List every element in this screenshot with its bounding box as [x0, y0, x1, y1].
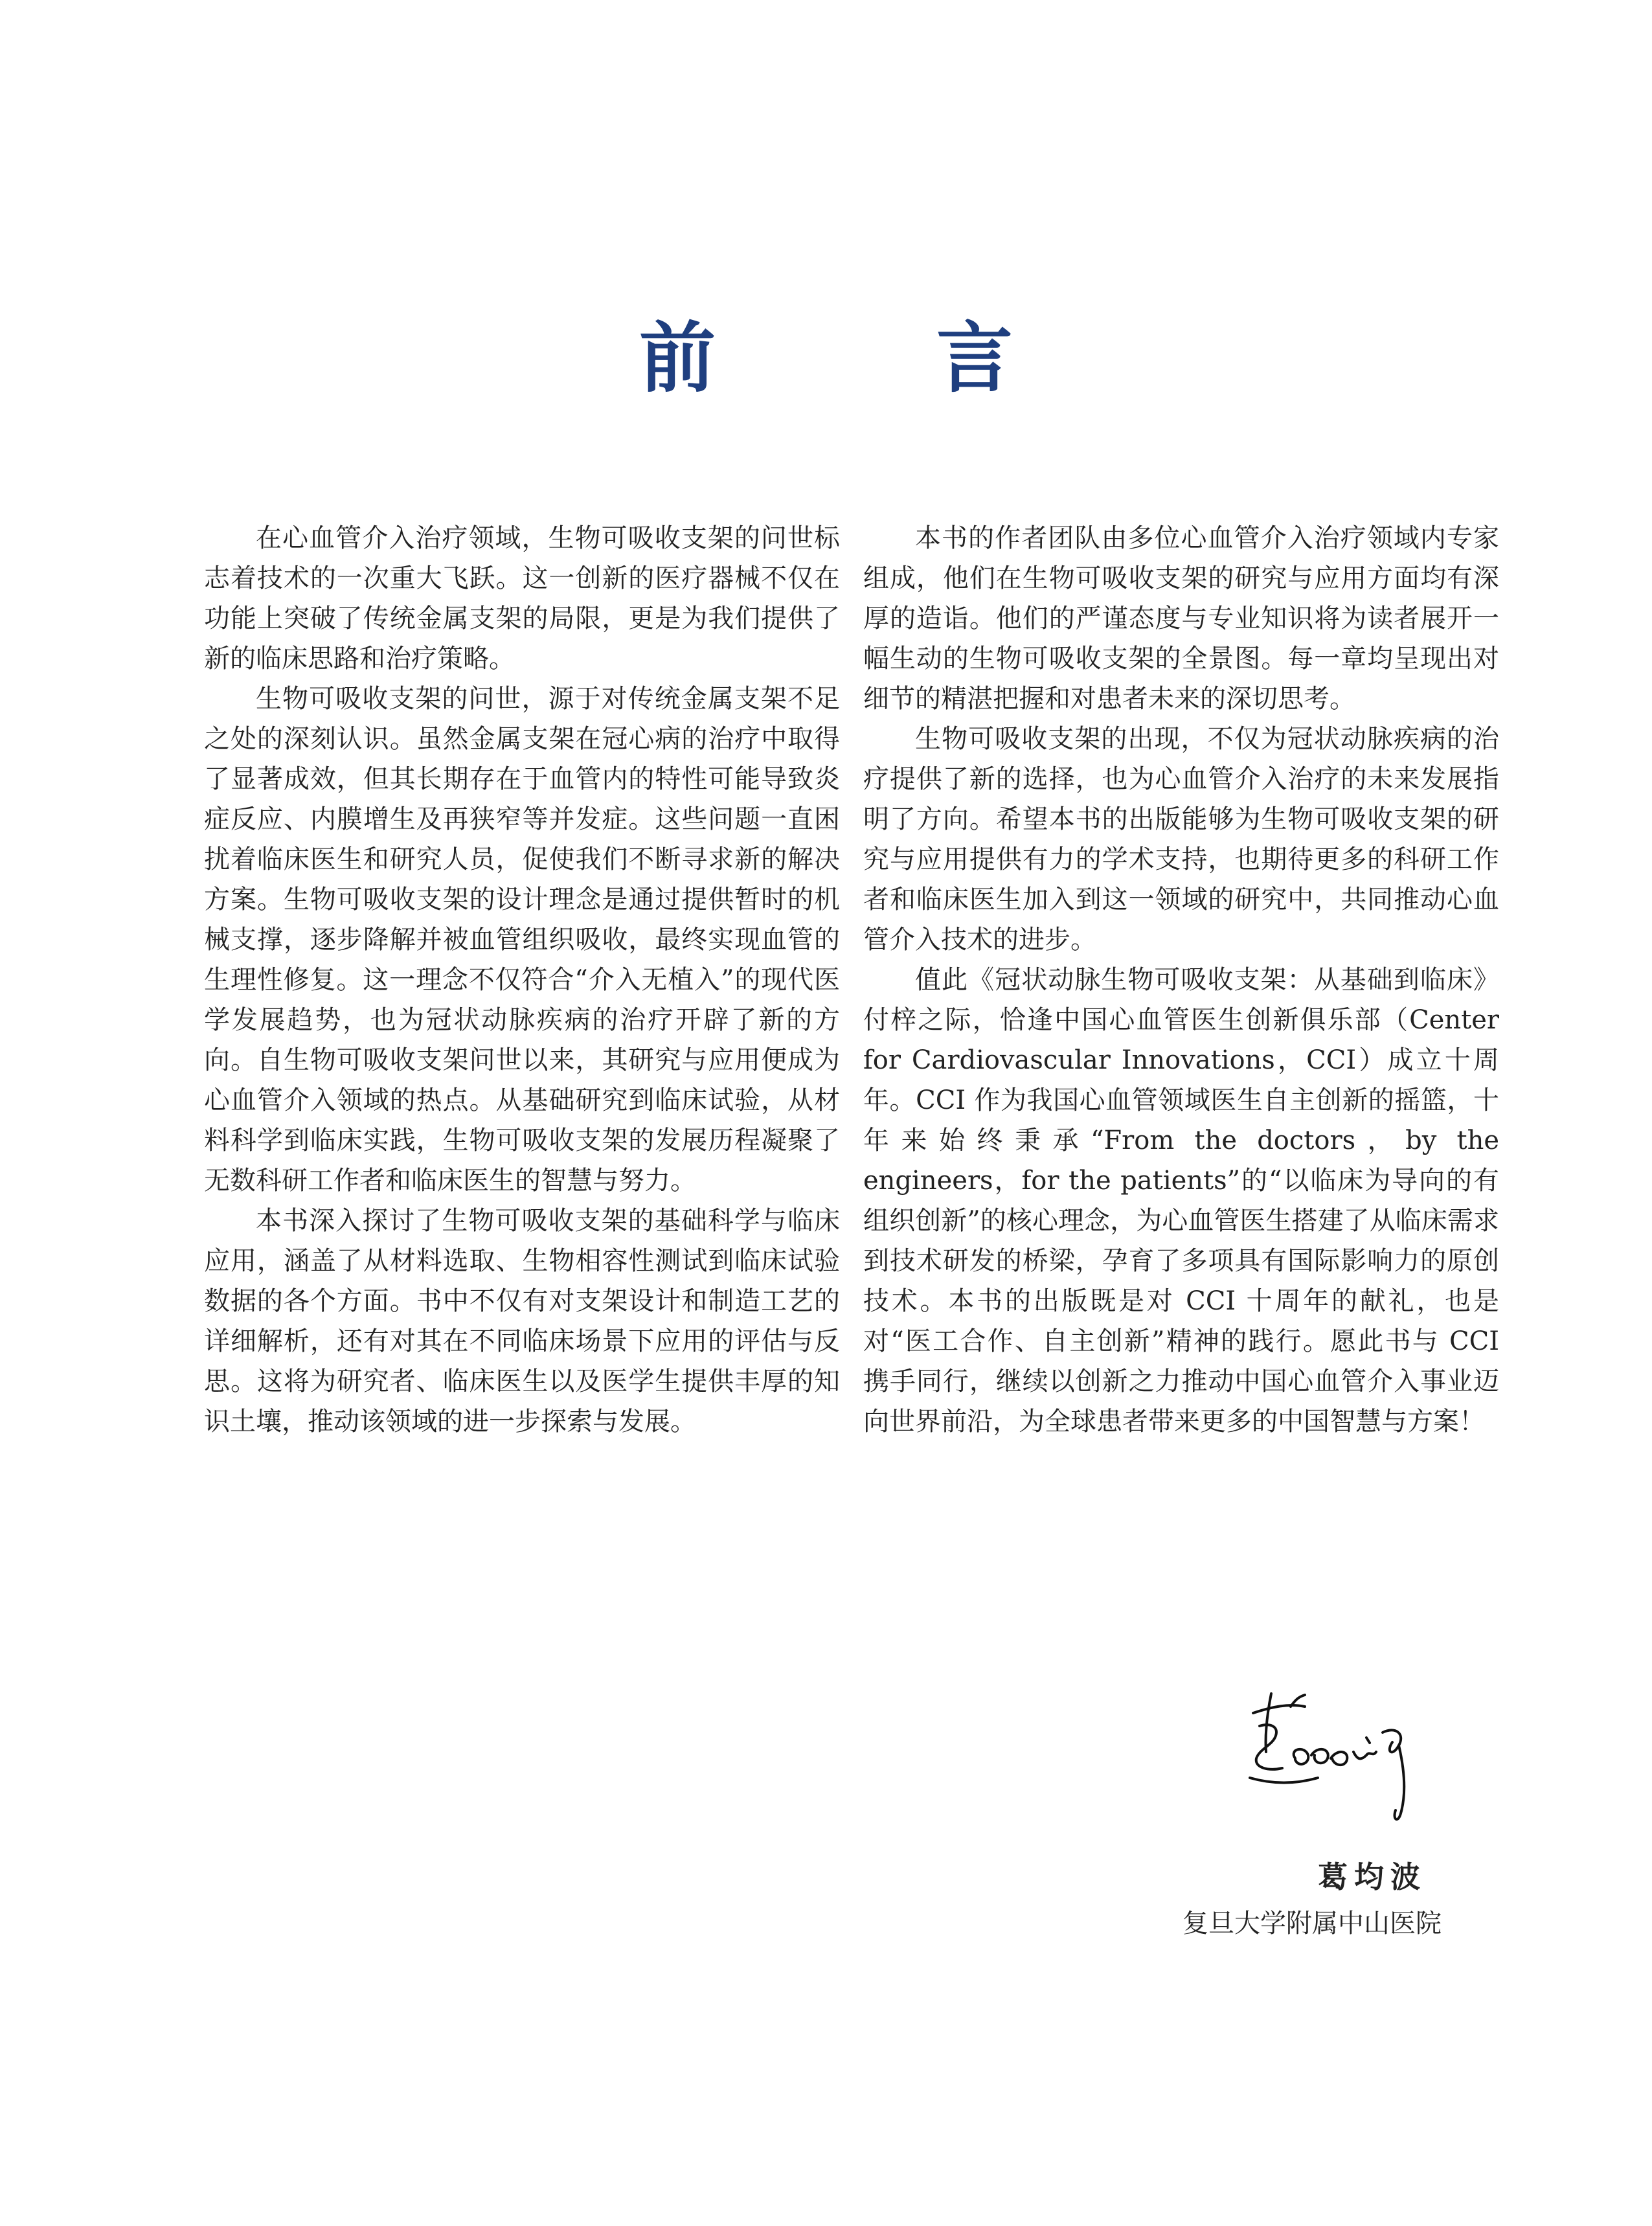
left-column [204, 518, 840, 1442]
paragraph: 值此《冠状动脉生物可吸收支架：从基础到临床》付梓之际，恰逢中国心血管医生创新俱乐部（Center for Cardiovascular Innovations，CCI）成立十周年。CCI 作为我国心血管领域医生自主创新的摇篮，十年来始终秉承“From the doctors，by the engineers，for the patients”的“以临床为导向的有组织创新”的核心理念，为心血管医生搭建了从临床需求到技术研发的桥梁，孕育了多项具有国际影响力的原创技术。本书的出版既是对 CCI 十周年的献礼，也是对“医工合作、自主创新”精神的践行。愿此书与 CCI 携手同行，继续以创新之力推动中国心血管介入事业迈向世界前沿，为全球患者带来更多的中国智慧与方案！ [863, 965, 1499, 1437]
right-column [863, 518, 1499, 1442]
page-title: 前 言 [639, 313, 1111, 403]
paragraph: 本书深入探讨了生物可吸收支架的基础科学与临床应用，涵盖了从材料选取、生物相容性测试到临床试验数据的各个方面。书中不仅有对支架设计和制造工艺的详细解析，还有对其在不同临床场景下应用的评估与反思。这将为研究者、临床医生以及医学生提供丰厚的知识土壤，推动该领域的进一步探索与发展。 [204, 1206, 840, 1437]
handwritten-signature [1234, 1687, 1441, 1836]
paragraph: 生物可吸收支架的出现，不仅为冠状动脉疾病的治疗提供了新的选择，也为心血管介入治疗的未来发展指明了方向。希望本书的出版能够为生物可吸收支架的研究与应用提供有力的学术支持，也期待更多的科研工作者和临床医生加入到这一领域的研究中，共同推动心血管介入技术的进步。 [863, 724, 1499, 955]
author-affiliation: 复旦大学附属中山医院 [1182, 1909, 1442, 1938]
paragraph: 本书的作者团队由多位心血管介入治疗领域内专家组成，他们在生物可吸收支架的研究与应用方面均有深厚的造诣。他们的严谨态度与专业知识将为读者展开一幅生动的生物可吸收支架的全景图。每一章均呈现出对细节的精湛把握和对患者未来的深切思考。 [863, 523, 1499, 714]
paragraph: 在心血管介入治疗领域，生物可吸收支架的问世标志着技术的一次重大飞跃。这一创新的医疗器械不仅在功能上突破了传统金属支架的局限，更是为我们提供了新的临床思路和治疗策略。 [204, 523, 840, 674]
author-name: 葛均波 [1318, 1859, 1427, 1894]
paragraph: 生物可吸收支架的问世，源于对传统金属支架不足之处的深刻认识。虽然金属支架在冠心病的治疗中取得了显著成效，但其长期存在于血管内的特性可能导致炎症反应、内膜增生及再狭窄等并发症。这些问题一直困扰着临床医生和研究人员，促使我们不断寻求新的解决方案。生物可吸收支架的设计理念是通过提供暂时的机械支撑，逐步降解并被血管组织吸收，最终实现血管的生理性修复。这一理念不仅符合“介入无植入”的现代医学发展趋势，也为冠状动脉疾病的治疗开辟了新的方向。自生物可吸收支架问世以来，其研究与应用便成为心血管介入领域的热点。从基础研究到临床试验，从材料科学到临床实践，生物可吸收支架的发展历程凝聚了无数科研工作者和临床医生的智慧与努力。 [204, 684, 840, 1196]
